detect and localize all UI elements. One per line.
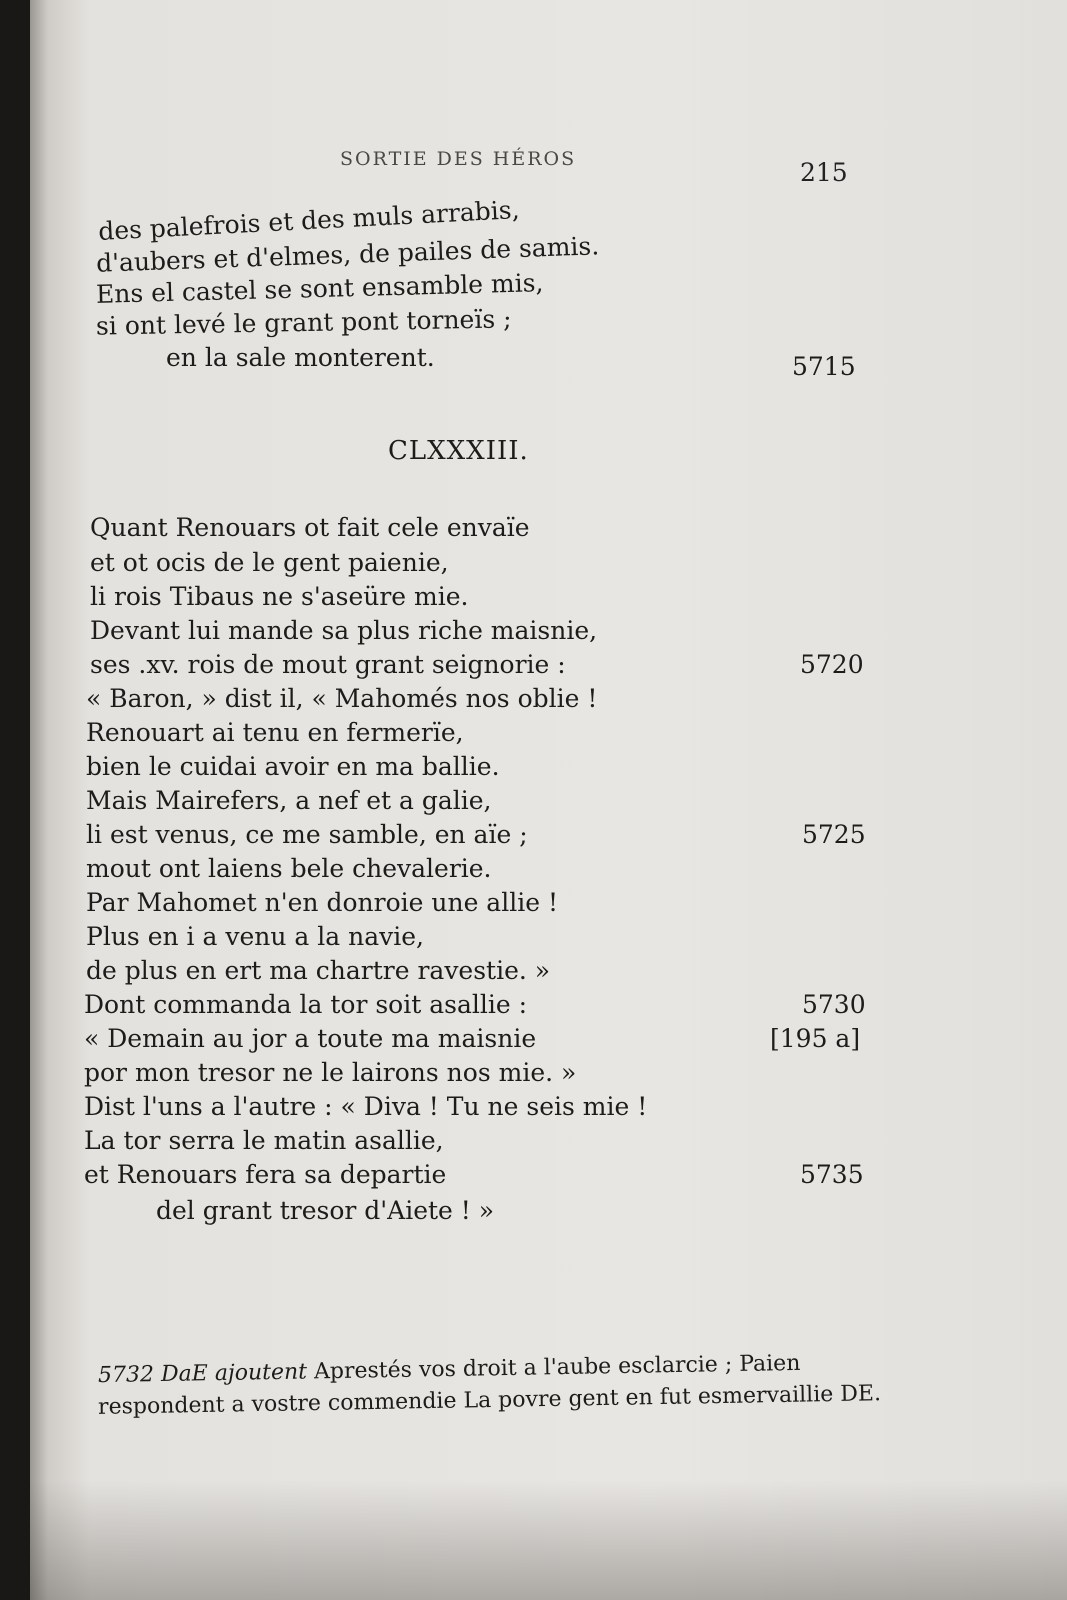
verse-line: Plus en i a venu a la navie,	[86, 922, 424, 951]
verse-line: Ens el castel se sont ensamble mis,	[95, 268, 544, 309]
footnote-ref: 5732 DaE ajoutent	[97, 1359, 308, 1389]
verse-line: Par Mahomet n'en donroie une allie !	[86, 888, 558, 917]
verse-line: li rois Tibaus ne s'aseüre mie.	[90, 582, 469, 611]
verse-line: por mon tresor ne le lairons nos mie. »	[84, 1058, 577, 1087]
line-number: 5735	[800, 1160, 864, 1189]
verse-line: Renouart ai tenu en fermerïe,	[86, 718, 464, 747]
line-number: 5725	[802, 820, 866, 849]
running-header: SORTIE DES HÉROS	[340, 148, 577, 170]
footnote-text: Aprestés vos droit a l'aube esclarcie ; Paien	[313, 1350, 801, 1385]
section-heading: CLXXXIII.	[388, 436, 529, 466]
verse-line: Devant lui mande sa plus riche maisnie,	[90, 616, 598, 645]
verse-line: bien le cuidai avoir en ma ballie.	[86, 752, 500, 781]
verse-line: La tor serra le matin asallie,	[84, 1126, 444, 1155]
verse-line: Quant Renouars ot fait cele envaïe	[90, 513, 530, 542]
verse-line: Dist l'uns a l'autre : « Diva ! Tu ne seis mie !	[84, 1092, 648, 1121]
verse-line: en la sale monterent.	[166, 343, 435, 372]
page-shadow	[30, 1480, 1067, 1600]
verse-line: des palefrois et des muls arrabis,	[97, 194, 521, 247]
book-page	[30, 0, 1067, 1600]
verse-line: « Demain au jor a toute ma maisnie	[84, 1024, 537, 1053]
line-number: 5720	[800, 650, 864, 679]
footnote-line	[98, 1351, 801, 1388]
verse-line: et Renouars fera sa departie	[84, 1160, 447, 1189]
verse-line: « Baron, » dist il, « Mahomés nos oblie !	[86, 684, 598, 713]
folio-marker: [195 a]	[770, 1024, 861, 1053]
page-number: 215	[800, 158, 848, 187]
verse-line: de plus en ert ma chartre ravestie. »	[86, 956, 551, 985]
verse-line: del grant tresor d'Aiete ! »	[156, 1196, 495, 1225]
verse-line: mout ont laiens bele chevalerie.	[86, 854, 492, 883]
verse-line: Dont commanda la tor soit asallie :	[84, 990, 528, 1019]
verse-line: si ont levé le grant pont torneïs ;	[95, 304, 512, 341]
footnote-line	[98, 1381, 881, 1420]
verse-line: et ot ocis de le gent paienie,	[90, 548, 449, 577]
line-number: 5730	[802, 990, 866, 1019]
verse-line: ses .xv. rois de mout grant seignorie :	[90, 650, 566, 679]
verse-line: Mais Mairefers, a nef et a galie,	[86, 786, 492, 815]
footnote-text: respondent a vostre commendie La povre gent en fut esmervaillie DE.	[97, 1381, 882, 1420]
line-number: 5715	[792, 352, 856, 381]
verse-line: d'aubers et d'elmes, de pailes de samis.	[95, 231, 600, 278]
verse-line: li est venus, ce me samble, en aïe ;	[86, 820, 528, 849]
